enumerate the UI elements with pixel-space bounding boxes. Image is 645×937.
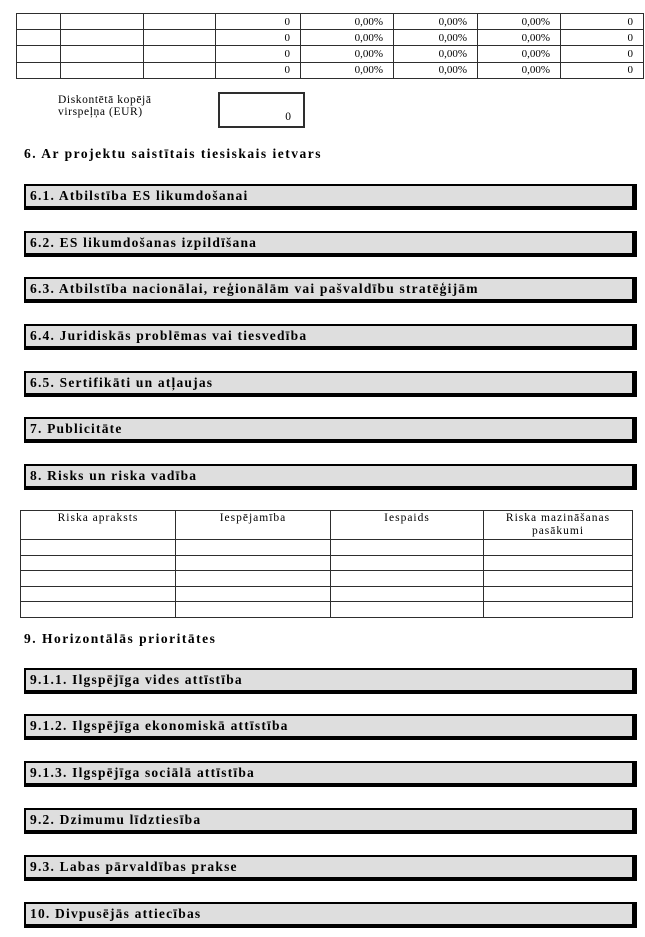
risk-table-cell (176, 555, 331, 571)
risk-table-cell (331, 602, 484, 618)
section-bar-label-9-1-1: 9.1.1. Ilgspējīga vides attīstība (30, 672, 243, 687)
risk-table-cell (331, 571, 484, 587)
discounted-total-label-line2: virspeļņa (EUR) (58, 106, 143, 118)
financial-table-cell: 0,00% (478, 30, 561, 46)
financial-table-cell: 0 (561, 14, 644, 30)
risk-table-cell (331, 586, 484, 602)
section-bar-label-6-3: 6.3. Atbilstība nacionālai, reģionālām vai pašvaldību stratēģijām (30, 281, 479, 296)
financial-table-cell: 0,00% (478, 62, 561, 78)
financial-table-cell (17, 14, 61, 30)
section-bar-label-6-5: 6.5. Sertifikāti un atļaujas (30, 375, 214, 390)
risk-table-cell (484, 586, 633, 602)
financial-table-cell: 0,00% (301, 30, 394, 46)
risk-table-header-row (21, 511, 633, 540)
risk-table-cell (176, 540, 331, 556)
section-bar-label-8: 8. Risks un riska vadība (30, 468, 198, 483)
section-bar-9-1-2 (24, 714, 637, 740)
financial-table-row (17, 30, 644, 46)
risk-table-cell (484, 540, 633, 556)
section-bar-label-6-2: 6.2. ES likumdošanas izpildīšana (30, 235, 258, 250)
financial-table-cell: 0 (561, 46, 644, 62)
section-bar-6-5 (24, 371, 637, 397)
risk-table-cell (21, 602, 176, 618)
financial-table-body (17, 14, 644, 79)
financial-table-row (17, 46, 644, 62)
section-bar-label-9-1-3: 9.1.3. Ilgspējīga sociālā attīstība (30, 765, 256, 780)
risk-table-cell (21, 571, 176, 587)
financial-table-cell: 0 (561, 30, 644, 46)
financial-table-row (17, 62, 644, 78)
discounted-total-value: 0 (285, 111, 291, 123)
financial-table (16, 13, 644, 79)
risk-table-cell (331, 540, 484, 556)
section-bar-6-3 (24, 277, 637, 303)
section-bar-10 (24, 902, 637, 928)
financial-table-cell: 0 (216, 14, 301, 30)
risk-table-cell (21, 586, 176, 602)
financial-table-cell: 0,00% (478, 46, 561, 62)
section-bar-9-1-3 (24, 761, 637, 787)
section-bar-label-6-4: 6.4. Juridiskās problēmas vai tiesvedība (30, 328, 308, 343)
financial-table-cell: 0 (216, 62, 301, 78)
risk-table-cell (331, 555, 484, 571)
financial-table-cell: 0,00% (394, 30, 478, 46)
risk-table-cell (176, 586, 331, 602)
financial-table-cell: 0,00% (301, 46, 394, 62)
financial-table-cell: 0,00% (301, 14, 394, 30)
risk-table-header-cell: Iespaids (331, 511, 484, 540)
financial-table-cell (17, 30, 61, 46)
section-bar-6-1 (24, 184, 637, 210)
section-bar-6-4 (24, 324, 637, 350)
financial-table-cell: 0 (216, 46, 301, 62)
risk-table-row (21, 555, 633, 571)
financial-table-cell (144, 14, 216, 30)
financial-table-cell (144, 62, 216, 78)
section-bar-label-10: 10. Divpusējās attiecības (30, 906, 202, 921)
financial-table-cell: 0,00% (394, 62, 478, 78)
risk-table-cell (176, 571, 331, 587)
discounted-total-label-line1: Diskontētā kopējā (58, 94, 152, 106)
risk-table-header-cell: Iespējamība (176, 511, 331, 540)
section-bar-label-9-2: 9.2. Dzimumu līdztiesība (30, 812, 202, 827)
financial-table-cell (17, 62, 61, 78)
financial-table-cell (144, 30, 216, 46)
risk-table-cell (176, 602, 331, 618)
financial-table-cell (61, 62, 144, 78)
risk-table-header-cell: Riska mazināšanas pasākumi (484, 511, 633, 540)
financial-table-cell (61, 46, 144, 62)
risk-table (20, 510, 633, 618)
risk-table-row (21, 571, 633, 587)
financial-table-cell: 0 (561, 62, 644, 78)
section-bar-label-9-3: 9.3. Labas pārvaldības prakse (30, 859, 238, 874)
section-bar-7 (24, 417, 637, 443)
discounted-total-box (218, 92, 305, 128)
risk-table-cell (484, 571, 633, 587)
discounted-total-label (58, 94, 152, 118)
section-bar-8 (24, 464, 637, 490)
section-bar-label-6-1: 6.1. Atbilstība ES likumdošanai (30, 188, 249, 203)
risk-table-body (21, 540, 633, 618)
risk-table-cell (21, 555, 176, 571)
section-bar-9-3 (24, 855, 637, 881)
section-bar-label-9-1-2: 9.1.2. Ilgspējīga ekonomiskā attīstība (30, 718, 289, 733)
section-9-heading: 9. Horizontālās prioritātes (24, 631, 217, 646)
risk-table-row (21, 586, 633, 602)
financial-table-cell (61, 30, 144, 46)
risk-table-cell (484, 555, 633, 571)
financial-table-cell (144, 46, 216, 62)
section-bar-6-2 (24, 231, 637, 257)
financial-table-cell: 0,00% (394, 14, 478, 30)
financial-table-cell: 0,00% (394, 46, 478, 62)
section-bar-label-7: 7. Publicitāte (30, 421, 123, 436)
section-6-heading: 6. Ar projektu saistītais tiesiskais ietvars (24, 146, 323, 161)
risk-table-row (21, 602, 633, 618)
risk-table-row (21, 540, 633, 556)
financial-table-cell (61, 14, 144, 30)
financial-table-cell: 0,00% (478, 14, 561, 30)
risk-table-cell (484, 602, 633, 618)
risk-table-header-cell: Riska apraksts (21, 511, 176, 540)
section-bar-9-2 (24, 808, 637, 834)
section-bar-9-1-1 (24, 668, 637, 694)
financial-table-cell: 0,00% (301, 62, 394, 78)
risk-table-cell (21, 540, 176, 556)
financial-table-row (17, 14, 644, 30)
financial-table-cell: 0 (216, 30, 301, 46)
financial-table-cell (17, 46, 61, 62)
